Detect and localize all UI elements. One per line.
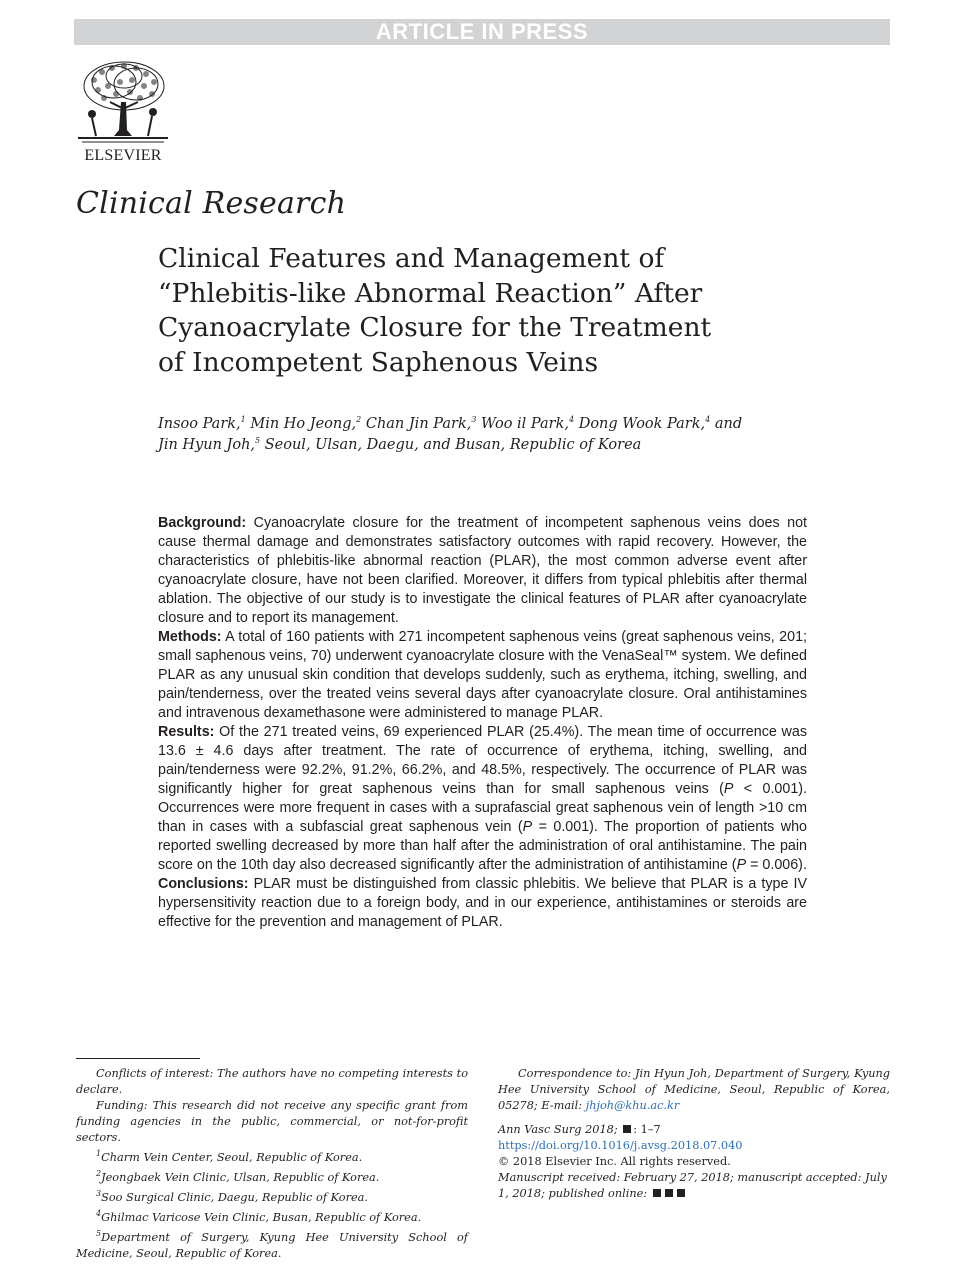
correspondence-text: Correspondence to: Jin Hyun Joh, Department of Surgery, Kyung Hee University School of Medicine, Seoul, Republic of Korea, 05278; E-mail: xyxy=(498,1067,890,1112)
affiliation-number: 4 xyxy=(96,1209,102,1219)
affiliation-note xyxy=(76,1190,468,1206)
affiliation-note xyxy=(76,1170,468,1186)
affiliation-text: Ghilmac Varicose Vein Clinic, Busan, Republic of Korea. xyxy=(101,1211,422,1224)
manuscript-dates xyxy=(498,1170,890,1202)
affiliation-note xyxy=(76,1230,468,1262)
results-text: = 0.006). xyxy=(746,857,807,873)
title-line: Cyanoacrylate Closure for the Treatment xyxy=(158,312,712,343)
doi-link[interactable]: https://doi.org/10.1016/j.avsg.2018.07.040 xyxy=(498,1139,743,1152)
article-in-press-banner xyxy=(74,19,890,45)
placeholder-square-icon xyxy=(677,1189,685,1197)
author-affiliation-mark: 2 xyxy=(356,415,362,425)
author-locations: Seoul, Ulsan, Daegu, and Busan, Republic of Korea xyxy=(260,437,642,453)
affiliation-note xyxy=(76,1210,468,1226)
results-text: Of the 271 treated veins, 69 experienced PLAR (25.4%). The mean time of occurrence was 13.6 ± 4.6 days after treatment. The rate of occurrence of erythema, itching, swelling, and pain/tenderness were 92.2%, 91.2%, 66.2%, and 48.5%, respectively. The occurrence of PLAR was significantly higher for great saphenous veins than for small saphenous veins ( xyxy=(158,724,807,797)
footnotes-right xyxy=(498,1066,890,1202)
p-value-symbol: P xyxy=(736,857,747,873)
methods-label: Methods: xyxy=(158,629,222,645)
abstract-conclusions xyxy=(158,875,807,932)
journal-suffix: : 1–7 xyxy=(633,1123,661,1136)
author-affiliation-mark: 4 xyxy=(569,415,575,425)
conflicts-note: Conflicts of interest: The authors have no competing interests to declare. xyxy=(76,1067,468,1096)
funding-note: Funding: This research did not receive any specific grant from funding agencies in the public, commercial, or not-for-profit sectors. xyxy=(76,1099,468,1144)
title-line: Clinical Features and Management of xyxy=(158,243,665,274)
author-name: Chan Jin Park, xyxy=(361,416,472,432)
author-list xyxy=(158,414,818,456)
author-affiliation-mark: 5 xyxy=(255,436,261,446)
copyright-note: © 2018 Elsevier Inc. All rights reserved. xyxy=(498,1155,731,1168)
background-text: Cyanoacrylate closure for the treatment of incompetent saphenous veins does not cause thermal damage and demonstrates satisfactory outcomes with rapid recovery. However, the characteristics of phlebitis-like abnormal reaction (PLAR), the most common adverse event after cyanoacrylate closure, have not been clarified. Moreover, it differs from typical phlebitis after thermal ablation. The objective of our study is to investigate the clinical features of PLAR after cyanoacrylate closure and to report its management. xyxy=(158,515,807,626)
publisher-name: ELSEVIER xyxy=(84,147,162,164)
author-affiliation-mark: 4 xyxy=(705,415,711,425)
affiliation-number: 1 xyxy=(96,1149,102,1159)
author-name: Woo il Park, xyxy=(476,416,569,432)
footnotes-left xyxy=(76,1066,468,1262)
press-label: ARTICLE IN PRESS xyxy=(375,19,589,44)
methods-text: A total of 160 patients with 271 incompetent saphenous veins (great saphenous veins, 201; small saphenous veins, 70) underwent cyanoacrylate closure with the VenaSeal™ system. We defined PLAR as any unusual skin condition that develops suddenly, such as erythema, itching, swelling, and pain/tenderness, over the treated veins several days after cyanoacrylate closure. Oral antihistamines and intravenous dexamethasone were administered to manage PLAR. xyxy=(158,629,807,721)
email-link[interactable]: jhjoh@khu.ac.kr xyxy=(585,1099,680,1112)
author-affiliation-mark: 3 xyxy=(471,415,477,425)
results-text: < 0.001). Occurrences were more frequent in cases with a suprafascial great saphenous vein of length >10 cm than in cases with a subfascial great saphenous vein ( xyxy=(158,781,808,835)
footnote-divider xyxy=(76,1058,200,1059)
article-title xyxy=(158,242,798,380)
elsevier-logo xyxy=(74,58,172,165)
abstract-results xyxy=(158,723,807,875)
received-text: Manuscript received: February 27, 2018; manuscript accepted: July 1, 2018; published online: xyxy=(498,1171,887,1200)
title-line: of Incompetent Saphenous Veins xyxy=(158,346,599,378)
author-affiliation-mark: 1 xyxy=(240,415,246,425)
affiliation-text: Charm Vein Center, Seoul, Republic of Korea. xyxy=(101,1151,363,1164)
p-value-symbol: P xyxy=(522,819,533,835)
affiliation-note xyxy=(76,1150,468,1166)
results-text: = 0.001). The proportion of patients who reported swelling decreased by more than half after the administration of oral antihistamine. The pain score on the 10th day also decreased significantly after the administration of antihistamine ( xyxy=(158,819,807,873)
affiliation-number: 2 xyxy=(96,1169,102,1179)
abstract xyxy=(158,514,807,932)
abstract-background xyxy=(158,514,807,628)
section-label: Clinical Research xyxy=(76,186,347,221)
abstract-methods xyxy=(158,628,807,723)
tree-logo-icon xyxy=(74,58,172,146)
placeholder-square-icon xyxy=(623,1125,631,1133)
results-label: Results: xyxy=(158,724,215,740)
author-name: Insoo Park, xyxy=(158,416,241,432)
affiliation-number: 5 xyxy=(96,1229,102,1239)
background-label: Background: xyxy=(158,515,247,531)
title-line: “Phlebitis-like Abnormal Reaction” After xyxy=(158,277,703,309)
author-conjunction: and xyxy=(710,416,743,432)
affiliation-text: Department of Surgery, Kyung Hee University School of Medicine, Seoul, Republic of Korea. xyxy=(76,1231,468,1260)
affiliation-text: Soo Surgical Clinic, Daegu, Republic of Korea. xyxy=(101,1191,368,1204)
journal-citation xyxy=(498,1122,890,1138)
author-line xyxy=(158,414,818,435)
placeholder-square-icon xyxy=(653,1189,661,1197)
placeholder-square-icon xyxy=(665,1189,673,1197)
affiliation-text: Jeongbaek Vein Clinic, Ulsan, Republic of Korea. xyxy=(101,1171,380,1184)
author-line xyxy=(158,435,818,456)
correspondence-note xyxy=(498,1066,890,1114)
p-value-symbol: P xyxy=(723,781,734,797)
conclusions-text: PLAR must be distinguished from classic phlebitis. We believe that PLAR is a type IV hypersensitivity reaction due to a foreign body, and in our experience, antihistamines or steroids are effective for the prevention and management of PLAR. xyxy=(158,876,807,930)
journal-prefix: Ann Vasc Surg 2018; xyxy=(498,1123,622,1136)
affiliation-number: 3 xyxy=(96,1189,102,1199)
author-name: Min Ho Jeong, xyxy=(245,416,357,432)
conclusions-label: Conclusions: xyxy=(158,876,249,892)
author-name: Dong Wook Park, xyxy=(574,416,706,432)
author-name: Jin Hyun Joh, xyxy=(158,437,256,453)
